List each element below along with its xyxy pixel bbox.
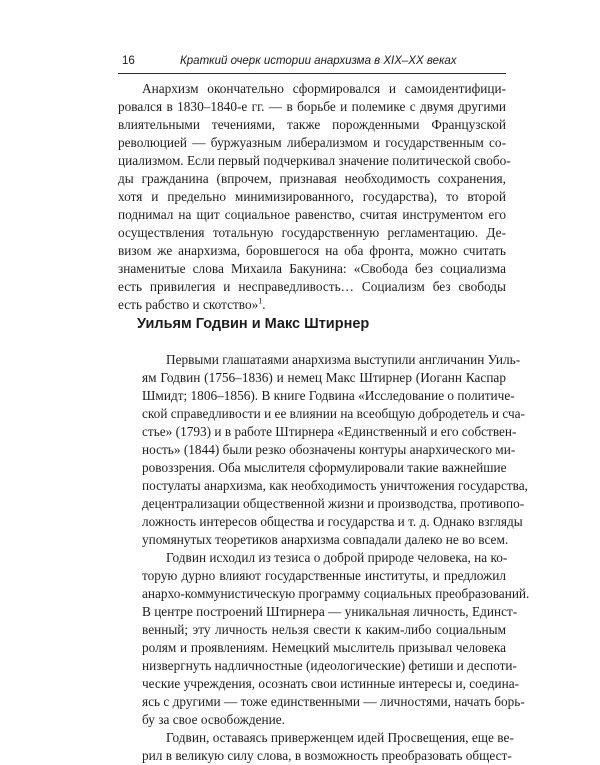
text-line: есть привилегия и несправедливость… Социализм без свободы (118, 279, 506, 294)
running-title: Краткий очерк истории анархизма в XIX–XX веках (180, 55, 457, 67)
text-line: знаменитые слова Михаила Бакунина: «Свобода без социализма (118, 261, 506, 276)
text-line: анархо-коммунистическую программу социальных преобразований. (142, 586, 530, 601)
text-line: циализмом. Если первый подчеркивал значение политической свобо- (118, 153, 511, 168)
text-line: революцией — буржуазным либерализмом и государственным со- (118, 135, 506, 150)
text-line: Анархизм окончательно сформировался и самоидентифици- (142, 81, 506, 96)
text-line (118, 296, 506, 314)
running-header (118, 53, 506, 74)
text-line: В центре построений Штирнера — уникальная личность, Единст- (142, 604, 518, 619)
text-line: ложность интересов общества и государства и т. д. Однако взгляды (142, 514, 523, 529)
text-line: Годвин исходил из тезиса о доброй природе человека, на ко- (166, 550, 508, 565)
text-line: ролям и проявлениям. Немецкий мыслитель призывал человека (142, 640, 506, 655)
text-line: ровался в 1830–1840-е гг. — в борьбе и полемике с двумя другими (118, 99, 506, 114)
text-line: упомянутых теоретиков анархизма совпадали далеко не во всем. (142, 532, 509, 547)
end-punctuation: . (262, 297, 266, 312)
section-body (118, 351, 530, 765)
text-line: ровоззрения. Оба мыслителя сформулировали такие важнейшие (142, 460, 507, 475)
text-line: Годвин, оставаясь приверженцем идей Просвещения, еще ве- (166, 730, 514, 745)
text-line: ческие учреждения, осознать свои истинные интересы и, соедина- (142, 676, 520, 691)
intro-paragraph (118, 80, 511, 314)
text-line: поднимал на щит социальное равенство, считая инструментом его (118, 207, 506, 222)
text-line: Первыми глашатаями анархизма выступили англичанин Уиль- (166, 352, 521, 367)
text-line: торую дурно влияют государственные институты, и предложил (142, 568, 506, 583)
paragraph (118, 351, 528, 549)
footnote-marker[interactable]: 1 (258, 296, 263, 306)
text-line: ность» (1844) были резко обозначены контуры анархического ми- (142, 442, 516, 457)
section-heading: Уильям Годвин и Макс Штирнер (137, 316, 370, 332)
text-line: визом же анархизма, боровшегося на оба фронта, можно считать (118, 243, 506, 258)
page-number: 16 (122, 55, 135, 67)
text-line: венный; эту личность нельзя свести к каким-либо социальным (142, 622, 506, 637)
text-line: постулаты анархизма, как необходимость уничтожения государства, (142, 478, 528, 493)
text-line: стье» (1793) и в работе Штирнера «Единственный и его собствен- (142, 424, 517, 439)
text-line: рил в великую силу слова, в возможность преобразовать общест- (142, 748, 512, 763)
text-line: влиятельными течениями, также порожденными Французской (118, 117, 506, 132)
text-line: бу за свое освобождение. (142, 712, 285, 727)
text-line: осуществления тотальную государственную регламентацию. Де- (118, 225, 506, 240)
text-line-content: есть рабство и скотство» (118, 297, 259, 312)
paragraph (118, 729, 514, 765)
text-line: децентрализации общественной жизни и производства, противопо- (142, 496, 525, 511)
text-line: хотя и предельно минимизированного, государства), то второй (118, 189, 506, 204)
text-line: низвергнуть надличностные (идеологические) фетиши и деспоти- (142, 658, 517, 673)
paragraph (118, 549, 530, 729)
text-line: ды гражданина (впрочем, признавая необходимость сохранения, (118, 171, 506, 186)
text-line: Шмидт; 1806–1856). В книге Годвина «Исследование о политиче- (142, 388, 515, 403)
text-line: ям Годвин (1756–1836) и немец Макс Штирнер (Иоганн Каспар (142, 370, 506, 385)
text-line: ской справедливости и ее влиянии на всеобщую добродетель и сча- (142, 406, 525, 421)
text-line: ясь с другими — тоже единственными — личностями, начать борь- (142, 694, 525, 709)
